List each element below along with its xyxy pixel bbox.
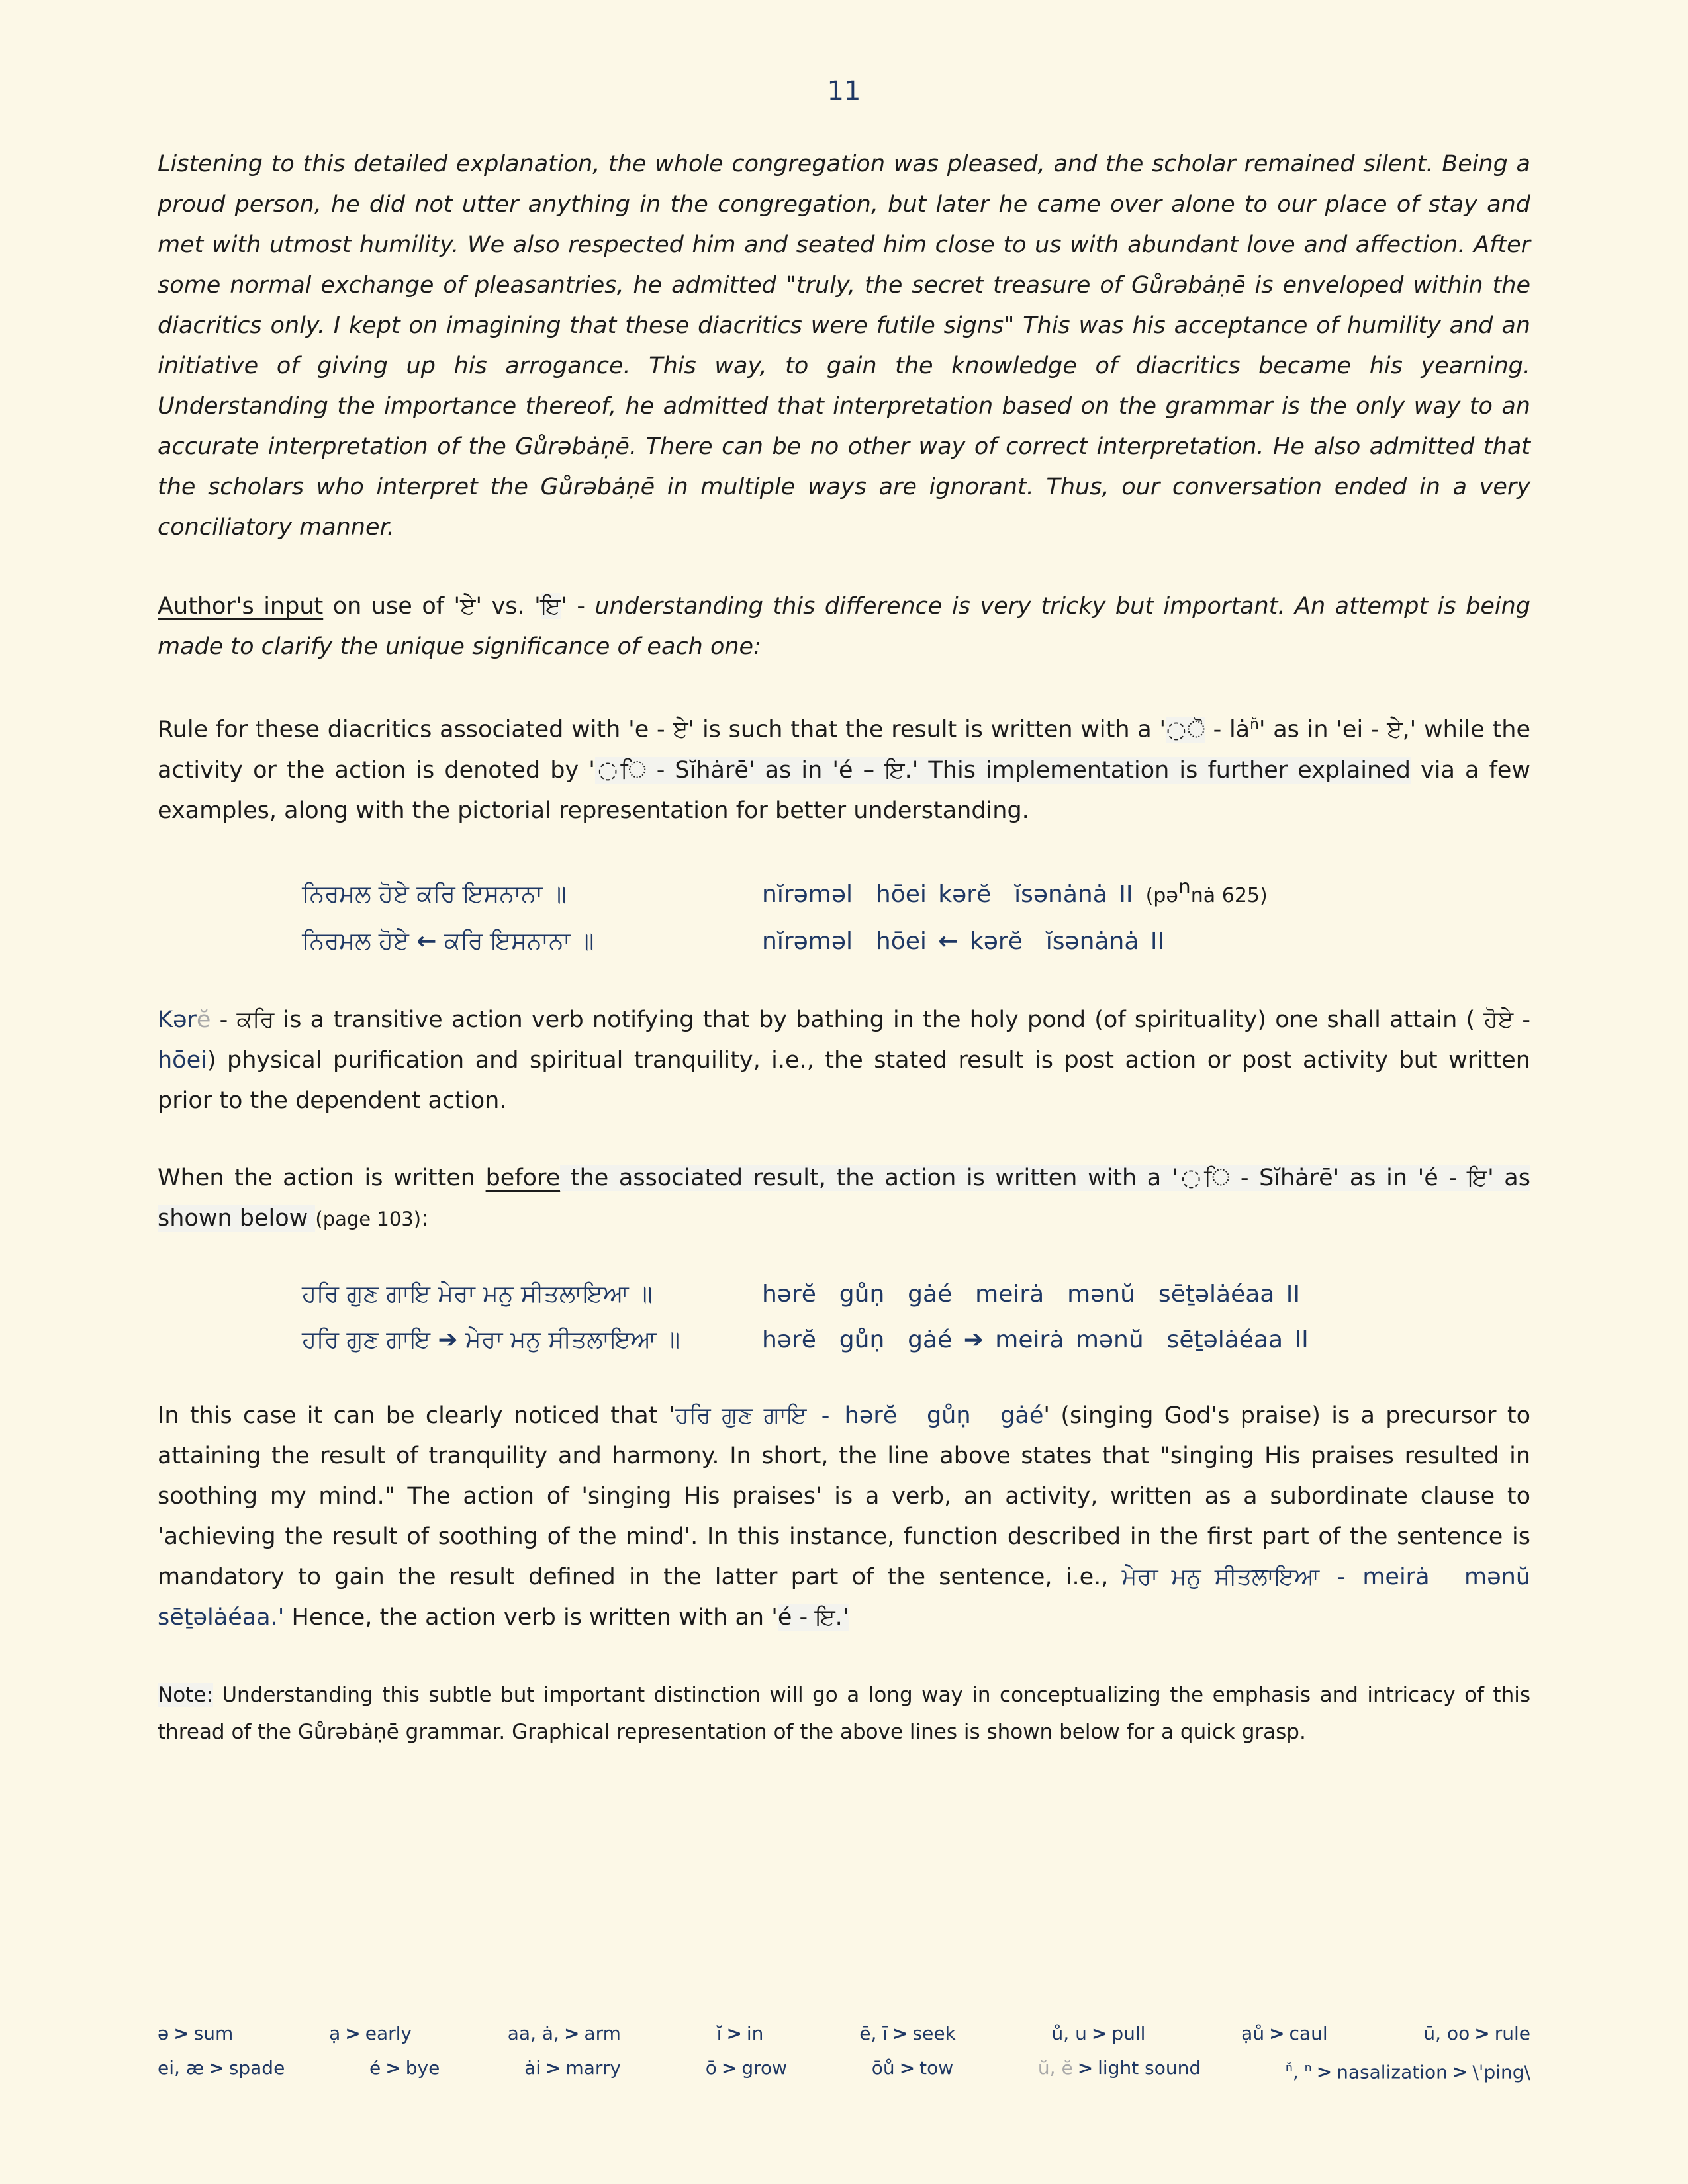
translit-text: sēṯəlȧéaa.' (158, 1563, 1554, 1631)
translit-word: hōei (158, 1046, 207, 1073)
translit-text: nĭrəməl hōei (762, 927, 939, 955)
before-underlined: before (485, 1164, 561, 1191)
key-item (872, 2057, 953, 2083)
key-symbol: ō (705, 2057, 717, 2079)
example1-row1 (302, 866, 1530, 917)
authors-input-heading: Author's input (158, 593, 324, 619)
key-separator: > (1316, 2061, 1333, 2083)
key-symbol: ȧi (524, 2057, 541, 2079)
authors-text: ' - (561, 593, 595, 619)
key-item-nasalization (1286, 2057, 1530, 2083)
key-symbol: ōů (871, 2057, 895, 2079)
key-item (369, 2057, 440, 2083)
transliteration-line (762, 866, 1268, 917)
key-word: arm (584, 2023, 621, 2044)
key-item (1038, 2057, 1201, 2083)
key-word: caul (1289, 2023, 1328, 2044)
key-item (1423, 2023, 1530, 2045)
key-word: tow (919, 2057, 954, 2079)
translit-text: gůṇ gȧé (816, 1326, 964, 1353)
silent-vowel: ĕ (196, 1006, 211, 1033)
key-word: spade (228, 2057, 285, 2079)
key-word: rule (1494, 2023, 1530, 2044)
right-arrow-icon: ➔ (963, 1326, 984, 1353)
silent-vowel: ĕ (801, 1326, 816, 1353)
key-item (1052, 2023, 1146, 2045)
key-separator: > (1269, 2023, 1285, 2044)
body-text: : (421, 1205, 429, 1232)
key-item (524, 2057, 621, 2083)
left-arrow-icon: ← (938, 927, 959, 955)
key-word: bye (405, 2057, 440, 2079)
kare-paragraph (158, 1000, 1530, 1121)
key-separator: > (899, 2057, 915, 2079)
gurmukhi-e-char: ਇ (540, 593, 561, 619)
key-item (859, 2023, 956, 2045)
silent-vowel: ĕ (976, 880, 992, 908)
gurmukhi-line (302, 1318, 762, 1361)
panna-reference: (pə (1133, 884, 1178, 907)
translit-text: - meirȧ mən (1319, 1563, 1516, 1590)
page-number: 11 (827, 76, 861, 107)
translit-text: kər (958, 927, 1008, 955)
nasal-superscript: n (1304, 2062, 1312, 2075)
key-separator: > (726, 2023, 742, 2044)
nasal-superscript: n̆ (1285, 2062, 1293, 2075)
silent-vowel: ĕ (882, 1402, 898, 1429)
translit-text: gůṇ gȧé meirȧ mən (816, 1280, 1121, 1308)
rule-paragraph (158, 704, 1530, 831)
translit-text: nĭrəməl hōei kər (762, 880, 977, 908)
key-symbol: ĭ (716, 2023, 722, 2044)
intro-paragraph: Listening to this detailed explanation, the whole congregation was pleased, and the scholar remained silent. Being a proud person, he did not utter anything in the congregation, but later he came over alone to our place of stay and met with utmost humility. We also respected him and seated him close to us with abundant love and affection. After some normal exchange of pleasantries, he admitted "truly, the secret treasure of Gůrəbȧṇē is enveloped within the diacritics only. I kept on imagining that these diacritics were futile signs" This was his acceptance of humility and an initiative of giving up his arrogance. This way, to gain the knowledge of diacritics became his yearning. Understanding the importance thereof, he admitted that interpretation based on the grammar is the only way to an accurate interpretation of the Gůrəbȧṇē. There can be no other way of correct interpretation. He also admitted that the scholars who interpret the Gůrəbȧṇē in multiple ways are ignorant. Thus, our conversation ended in a very conciliatory manner. (158, 151, 1530, 541)
key-symbol: ạů (1241, 2023, 1265, 2044)
body-text: - ਕਰਿ is a transitive action verb notifying that by bathing in the holy pond (of spirituality) one shall attain ( ਹੋਏ - (211, 1006, 1530, 1033)
key-separator: > (345, 2023, 361, 2044)
authors-text: on use of 'ਏ' vs. ' (323, 593, 541, 619)
authors-italic-text: understanding this difference is very tricky but important. An attempt is being made to clarify the unique significance of each one: (158, 593, 1530, 660)
translit-text: hər (762, 1280, 802, 1308)
gurmukhi-text: ਨਿਰਮਲ ਹੋਏ (302, 927, 417, 955)
key-example: \ˈping\ (1472, 2061, 1530, 2083)
gurmukhi-text: ਮੇਰਾ ਮਨੁ ਸੀਤਲਾਇਆ ॥ (457, 1326, 680, 1353)
key-separator: > (721, 2057, 737, 2079)
pronunciation-key (158, 2023, 1530, 2095)
translit-word: Kər (158, 1006, 197, 1033)
key-item (508, 2023, 621, 2045)
key-separator: > (1091, 2023, 1107, 2044)
rule-text: - lȧ (1205, 716, 1250, 743)
translit-text: meirȧ mən (983, 1326, 1129, 1353)
note-text: Understanding this subtle but important distinction will go a long way in conceptualizing the emphasis and intricacy of this thread of the Gůrəbȧṇē grammar. Graphical representation of the above lines is shown below for a quick grasp. (158, 1682, 1530, 1744)
body-text: the associated result, the action is written with a '◌ਿ - Sĭhȧrē' as in 'é - (560, 1164, 1468, 1191)
body-text: Hence, the action verb is written with an ' (284, 1604, 778, 1631)
gurmukhi-text: ਕਰਿ ਇਸਨਾਨਾ ॥ (436, 927, 594, 955)
key-symbol: ạ (329, 2023, 341, 2044)
key-symbol: é (369, 2057, 381, 2079)
nasal-superscript: n (1178, 875, 1191, 899)
key-separator: > (209, 2057, 224, 2079)
transliteration-line (762, 1318, 1309, 1361)
silent-vowel: ŭ (1128, 1326, 1144, 1353)
key-symbol: aa, ȧ, (507, 2023, 559, 2044)
translit-text: sēṯəlȧéaa II (1143, 1326, 1309, 1353)
note-paragraph (158, 1676, 1530, 1751)
translit-text: ĭsənȧnȧ II (1022, 927, 1165, 955)
key-separator: > (1474, 2023, 1490, 2044)
key-item (329, 2023, 412, 2045)
key-symbol: ē, ī (859, 2023, 888, 2044)
rule-text: Rule for these diacritics associated with 'e - ਏ' is such that the result is written with a ' (158, 716, 1166, 743)
silent-vowel: ŭ (1515, 1563, 1530, 1590)
key-symbol: ů, u (1051, 2023, 1087, 2044)
note-label: Note: (158, 1682, 213, 1707)
key-symbol: ə (158, 2023, 169, 2044)
translit-text: hər (762, 1326, 802, 1353)
body-text: ) physical purification and spiritual tranquility, i.e., the stated result is post action or post activity but written prior to the dependent action. (158, 1046, 1530, 1114)
example-block-2 (158, 1273, 1530, 1361)
key-item (706, 2057, 787, 2083)
authors-input-paragraph (158, 586, 1530, 667)
body-text: When the action is written (158, 1164, 486, 1191)
key-symbol: ei, æ (158, 2057, 205, 2079)
key-word: seek (912, 2023, 956, 2044)
example1-row2 (302, 920, 1530, 963)
key-separator: > (1077, 2057, 1094, 2079)
gurmukhi-line: ਹਰਿ ਗੁਣ ਗਾਇ ਮੇਰਾ ਮਨੁ ਸੀਤਲਾਇਆ ॥ (302, 1280, 653, 1308)
analysis-paragraph (158, 1396, 1554, 1638)
gurmukhi-e-char: ਇ (1467, 1164, 1488, 1191)
key-word: marry (565, 2057, 622, 2079)
key-word: pull (1111, 2023, 1146, 2044)
key-word: light sound (1098, 2057, 1201, 2079)
transliteration-line (762, 920, 1164, 963)
silent-vowel: ĕ (801, 1280, 816, 1308)
key-word: early (365, 2023, 412, 2044)
key-separator: > (892, 2023, 908, 2044)
gurmukhi-phrase: ਹਰਿ ਗੁਣ ਗਾਇ (675, 1402, 807, 1429)
body-text: ' (singing God's praise) is a precursor to attaining the result of tranquility and harmony. In short, the line above states that "singing His praises resulted in soothing my mind." The action of 'singing His praises' is a verb, an activity, written as a subordinate clause to 'achieving the result of soothing of the mind'. In this instance, function described in the first part of the sentence is mandatory to gain the result defined in the latter part of the sentence, i.e., (158, 1402, 1530, 1590)
example2-row2 (302, 1318, 1530, 1361)
translit-text: gůṇ gȧé (897, 1402, 1044, 1429)
key-symbol: ū, oo (1423, 2023, 1470, 2044)
body-text: é - ਇ.' (777, 1604, 849, 1631)
key-word: in (746, 2023, 764, 2044)
pronunciation-key-row-1 (158, 2023, 1530, 2045)
when-paragraph (158, 1158, 1530, 1240)
key-word: sum (193, 2023, 234, 2044)
panna-reference: nȧ 625) (1190, 884, 1268, 907)
rule-text: via a few examples, along with the pictorial representation for better understanding. (158, 756, 1530, 824)
rule-text: ' as in 'ei - ਏ,' while the activity or the action is denoted by ' (158, 716, 1530, 784)
gurmukhi-phrase: ਮੇਰਾ ਮਨੁ ਸੀਤਲਾਇਆ (1121, 1563, 1320, 1590)
key-item (717, 2023, 764, 2045)
silent-vowel: ĕ (1008, 927, 1023, 955)
key-symbol-light: ŭ, ĕ (1037, 2057, 1073, 2079)
left-arrow-icon: ← (416, 927, 437, 955)
transliteration-line (762, 1273, 1300, 1316)
sihari-segment: ◌ਿ - Sĭhȧrē' as in 'é – ਇ.' This implementation is further explained (594, 756, 1411, 784)
key-word: grow (741, 2057, 788, 2079)
key-word: nasalization (1336, 2061, 1448, 2083)
gurmukhi-text: ਹਰਿ ਗੁਣ ਗਾਇ (302, 1326, 438, 1353)
key-separator: > (173, 2023, 189, 2044)
body-text: In this case it can be clearly noticed that ' (158, 1402, 675, 1429)
gurmukhi-line (302, 920, 762, 963)
key-separator: > (563, 2023, 580, 2044)
translit-text: sēṯəlȧéaa II (1135, 1280, 1301, 1308)
example-block-1 (158, 866, 1530, 963)
nasal-superscript: n̆ (1250, 716, 1259, 733)
pronunciation-key-row-2 (158, 2057, 1530, 2083)
silent-vowel: ŭ (1120, 1280, 1135, 1308)
key-item (1241, 2023, 1327, 2045)
translit-text: - hər (806, 1402, 883, 1429)
example2-row1 (302, 1273, 1530, 1316)
key-symbol: , (1292, 2061, 1305, 2083)
key-separator: > (545, 2057, 561, 2079)
gurmukhi-line: ਨਿਰਮਲ ਹੋਏ ਕਰਿ ਇਸਨਾਨਾ ॥ (302, 880, 567, 908)
key-item (158, 2057, 285, 2083)
right-arrow-icon: ➔ (438, 1326, 458, 1353)
key-separator: > (385, 2057, 401, 2079)
translit-text: ĭsənȧnȧ II (991, 880, 1133, 908)
hora-diacritic: ◌ੋ (1166, 716, 1205, 743)
key-separator: > (1452, 2061, 1468, 2083)
body-text: ' as shown below (158, 1164, 1530, 1232)
page-reference: (page 103) (315, 1207, 422, 1230)
key-item (158, 2023, 233, 2045)
